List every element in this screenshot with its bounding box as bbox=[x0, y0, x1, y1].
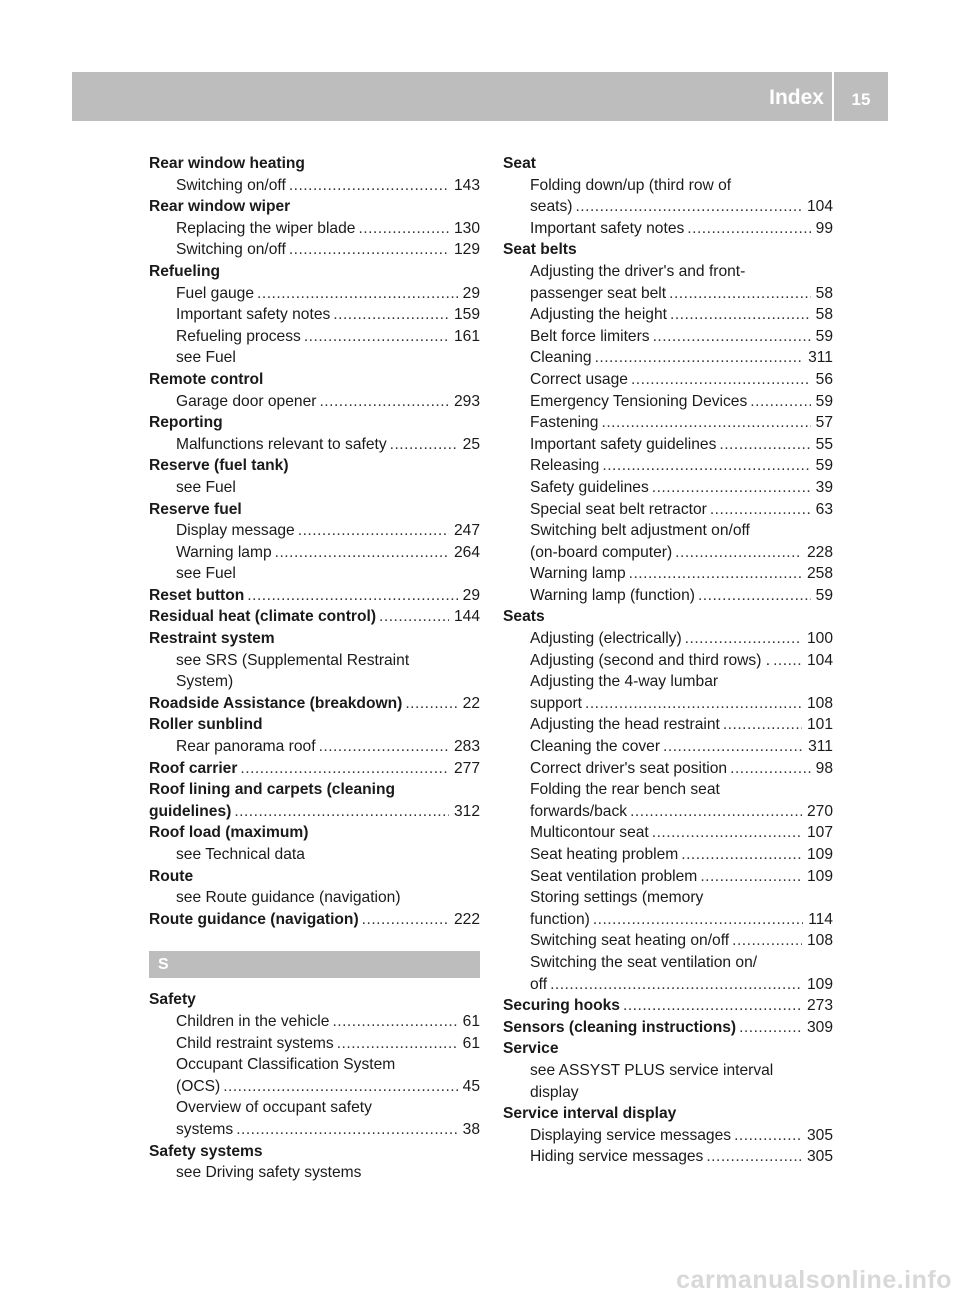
index-entry bbox=[503, 1038, 833, 1060]
index-subentry bbox=[149, 175, 480, 197]
entry-label: Route guidance (navigation) bbox=[149, 910, 359, 928]
page-reference[interactable]: 311 bbox=[808, 738, 833, 756]
index-entry bbox=[149, 412, 480, 434]
index-subentry bbox=[503, 693, 833, 715]
entry-label: Adjusting (second and third rows) . bbox=[530, 651, 771, 669]
index-entry bbox=[149, 153, 480, 175]
index-subentry bbox=[149, 542, 480, 564]
entry-label: see Fuel bbox=[176, 478, 236, 496]
leader-dots bbox=[319, 391, 449, 413]
index-subentry bbox=[503, 650, 833, 672]
index-subentry bbox=[503, 326, 833, 348]
entry-label: Seat bbox=[503, 155, 536, 172]
index-subentry bbox=[503, 304, 833, 326]
page-reference[interactable]: 38 bbox=[462, 1120, 480, 1138]
entry-label: Important safety notes bbox=[176, 306, 331, 324]
page-reference[interactable]: 61 bbox=[462, 1034, 480, 1052]
entry-label: Restraint system bbox=[149, 630, 275, 648]
entry-label: Refueling bbox=[149, 262, 221, 280]
entry-label: Children in the vehicle bbox=[176, 1012, 330, 1030]
entry-label: Seat belts bbox=[503, 241, 577, 259]
page-reference[interactable]: 311 bbox=[808, 349, 833, 367]
index-subentry bbox=[503, 930, 833, 952]
page-reference[interactable]: 45 bbox=[462, 1077, 480, 1095]
index-entry bbox=[503, 153, 833, 175]
index-subentry bbox=[503, 369, 833, 391]
index-subentry bbox=[503, 887, 833, 909]
entry-label: Warning lamp bbox=[530, 565, 626, 583]
entry-label: Refueling process bbox=[176, 327, 301, 345]
entry-label: Emergency Tensioning Devices bbox=[530, 392, 748, 410]
entry-label: Multicontour seat bbox=[530, 824, 649, 842]
index-subentry bbox=[149, 520, 480, 542]
page-reference[interactable]: 61 bbox=[462, 1012, 480, 1030]
entry-label: Switching the seat ventilation on/ bbox=[530, 953, 758, 971]
entry-label: Overview of occupant safety bbox=[176, 1099, 372, 1117]
leader-dots bbox=[732, 930, 802, 952]
leader-dots bbox=[593, 909, 803, 931]
page-reference[interactable]: 161 bbox=[453, 327, 480, 345]
entry-label: see Fuel bbox=[176, 565, 236, 583]
leader-dots bbox=[319, 736, 449, 758]
page-reference[interactable]: 144 bbox=[453, 608, 480, 626]
page-reference[interactable]: 99 bbox=[815, 219, 833, 237]
leader-dots bbox=[652, 822, 802, 844]
leader-dots bbox=[337, 1033, 458, 1055]
page-reference[interactable]: 109 bbox=[806, 846, 833, 863]
entry-label: see SRS (Supplemental Restraint bbox=[176, 651, 410, 669]
entry-label: Seat ventilation problem bbox=[530, 867, 698, 885]
index-subentry bbox=[149, 477, 480, 499]
index-subentry bbox=[503, 1146, 833, 1168]
index-subentry bbox=[149, 650, 480, 672]
entry-label: Sensors (cleaning instructions) bbox=[503, 1018, 737, 1036]
entry-label: Important safety notes bbox=[530, 219, 685, 237]
leader-dots bbox=[706, 1146, 802, 1168]
leader-dots bbox=[257, 283, 458, 305]
index-subentry bbox=[503, 1082, 833, 1104]
index-entry bbox=[149, 585, 480, 607]
entry-label: Service bbox=[503, 1040, 559, 1058]
leader-dots bbox=[236, 1119, 457, 1141]
index-entry bbox=[149, 499, 480, 521]
entry-label: Remote control bbox=[149, 370, 264, 388]
index-column-right bbox=[503, 153, 833, 1168]
leader-dots bbox=[223, 1076, 457, 1098]
entry-label: function) bbox=[530, 910, 590, 928]
leader-dots bbox=[631, 369, 811, 391]
entry-label: Roof load (maximum) bbox=[149, 824, 309, 842]
leader-dots bbox=[289, 239, 449, 261]
entry-label: Correct usage bbox=[530, 370, 628, 388]
entry-label: Adjusting the driver's and front- bbox=[530, 262, 746, 280]
index-subentry bbox=[503, 283, 833, 305]
index-subentry bbox=[503, 175, 833, 197]
page-reference[interactable]: 293 bbox=[453, 392, 480, 410]
leader-dots bbox=[739, 1017, 802, 1039]
leader-dots bbox=[240, 758, 449, 780]
page-reference[interactable]: 305 bbox=[806, 1148, 833, 1166]
entry-label: Releasing bbox=[530, 457, 600, 475]
entry-label: Seats bbox=[503, 608, 545, 626]
entry-label: Seat heating problem bbox=[530, 846, 679, 863]
entry-label: Storing settings (memory bbox=[530, 889, 704, 907]
page-reference[interactable]: 59 bbox=[815, 586, 833, 604]
page-reference[interactable]: 108 bbox=[806, 932, 833, 950]
leader-dots bbox=[681, 844, 802, 866]
leader-dots bbox=[698, 585, 811, 607]
leader-dots bbox=[675, 542, 802, 564]
index-entry bbox=[149, 866, 480, 888]
index-entry bbox=[149, 714, 480, 736]
page-reference[interactable]: 22 bbox=[462, 694, 480, 712]
index-subentry bbox=[503, 974, 833, 996]
index-entry bbox=[149, 693, 480, 715]
index-subentry bbox=[149, 844, 480, 866]
index-subentry bbox=[149, 1097, 480, 1119]
entry-label: Special seat belt retractor bbox=[530, 500, 707, 518]
entry-label: passenger seat belt bbox=[530, 284, 667, 302]
leader-dots bbox=[685, 628, 802, 650]
leader-dots bbox=[730, 758, 811, 780]
leader-dots bbox=[304, 326, 449, 348]
index-subentry bbox=[149, 1119, 480, 1141]
leader-dots bbox=[275, 542, 449, 564]
index-entry bbox=[149, 989, 480, 1011]
page-reference[interactable]: 273 bbox=[806, 997, 833, 1015]
entry-label: Child restraint systems bbox=[176, 1034, 334, 1052]
leader-dots bbox=[670, 304, 811, 326]
entry-label: (OCS) bbox=[176, 1077, 221, 1095]
page-reference[interactable]: 109 bbox=[806, 975, 833, 993]
leader-dots bbox=[629, 563, 802, 585]
index-subentry bbox=[149, 326, 480, 348]
page-reference[interactable]: 247 bbox=[453, 522, 480, 540]
entry-label: Fuel gauge bbox=[176, 284, 255, 302]
page-reference[interactable]: 277 bbox=[453, 759, 480, 777]
page-reference[interactable]: 100 bbox=[806, 630, 833, 648]
entry-label: Displaying service messages bbox=[530, 1126, 732, 1144]
leader-dots bbox=[630, 801, 802, 823]
page-reference[interactable]: 283 bbox=[453, 738, 480, 756]
index-subentry bbox=[149, 391, 480, 413]
page-reference[interactable]: 25 bbox=[462, 435, 480, 453]
index-subentry bbox=[503, 261, 833, 283]
index-subentry bbox=[503, 218, 833, 240]
leader-dots bbox=[773, 650, 802, 672]
index-subentry bbox=[149, 563, 480, 585]
leader-dots bbox=[652, 477, 811, 499]
entry-label: display bbox=[530, 1083, 579, 1101]
entry-label: Reporting bbox=[149, 414, 223, 432]
page-reference[interactable]: 56 bbox=[815, 370, 833, 388]
entry-label: forwards/back bbox=[530, 802, 628, 820]
index-entry bbox=[503, 995, 833, 1017]
page-reference[interactable]: 59 bbox=[815, 327, 833, 345]
page-reference[interactable]: 258 bbox=[806, 565, 833, 583]
leader-dots bbox=[663, 736, 803, 758]
entry-label: Fastening bbox=[530, 414, 599, 432]
entry-label: Reserve fuel bbox=[149, 500, 242, 518]
index-subentry bbox=[503, 779, 833, 801]
entry-label: Roof lining and carpets (cleaning bbox=[149, 781, 396, 799]
entry-label: Switching on/off bbox=[176, 241, 286, 259]
entry-label: Securing hooks bbox=[503, 997, 620, 1015]
page-reference[interactable]: 57 bbox=[815, 414, 833, 432]
index-subentry bbox=[503, 801, 833, 823]
section-heading: S bbox=[149, 951, 480, 978]
page-reference[interactable]: 98 bbox=[815, 759, 833, 777]
entry-label: Garage door opener bbox=[176, 392, 317, 410]
leader-dots bbox=[585, 693, 802, 715]
index-subentry bbox=[149, 434, 480, 456]
leader-dots bbox=[234, 801, 449, 823]
index-entry bbox=[149, 822, 480, 844]
page-reference[interactable]: 107 bbox=[806, 824, 833, 842]
page-reference[interactable]: 222 bbox=[453, 910, 480, 928]
index-entry bbox=[149, 628, 480, 650]
entry-label: see Technical data bbox=[176, 846, 305, 863]
index-subentry bbox=[149, 218, 480, 240]
index-subentry bbox=[503, 952, 833, 974]
entry-label: Switching seat heating on/off bbox=[530, 932, 730, 950]
index-entry bbox=[503, 1017, 833, 1039]
page-reference[interactable]: 104 bbox=[806, 651, 833, 669]
leader-dots bbox=[379, 606, 449, 628]
index-subentry bbox=[503, 628, 833, 650]
index-subentry bbox=[503, 196, 833, 218]
index-entry bbox=[149, 196, 480, 218]
page-title: Index bbox=[769, 86, 824, 109]
leader-dots bbox=[289, 175, 449, 197]
entry-label: Adjusting the head restraint bbox=[530, 716, 720, 734]
index-subentry bbox=[503, 563, 833, 585]
page-reference[interactable]: 143 bbox=[453, 176, 480, 194]
entry-label: Safety systems bbox=[149, 1142, 263, 1160]
index-entry bbox=[149, 758, 480, 780]
index-subentry bbox=[503, 758, 833, 780]
entry-label: seats) bbox=[530, 198, 573, 216]
leader-dots bbox=[719, 434, 810, 456]
leader-dots bbox=[601, 412, 810, 434]
entry-label: Route bbox=[149, 867, 194, 885]
page-reference[interactable]: 58 bbox=[815, 306, 833, 324]
index-subentry bbox=[503, 844, 833, 866]
index-subentry bbox=[503, 391, 833, 413]
page-reference[interactable]: 55 bbox=[815, 435, 833, 453]
page-reference[interactable]: 104 bbox=[806, 198, 833, 216]
page-number: 15 bbox=[834, 72, 888, 121]
leader-dots bbox=[298, 520, 449, 542]
entry-label: Warning lamp bbox=[176, 543, 272, 561]
index-subentry bbox=[503, 866, 833, 888]
page-reference[interactable]: 312 bbox=[453, 802, 480, 820]
entry-label: Malfunctions relevant to safety bbox=[176, 435, 387, 453]
index-subentry bbox=[503, 736, 833, 758]
index-subentry bbox=[503, 434, 833, 456]
page-reference[interactable]: 270 bbox=[806, 802, 833, 820]
index-entry bbox=[149, 779, 480, 801]
index-entry bbox=[503, 239, 833, 261]
index-subentry bbox=[503, 412, 833, 434]
index-subentry bbox=[503, 347, 833, 369]
leader-dots bbox=[700, 866, 802, 888]
entry-label: Switching belt adjustment on/off bbox=[530, 522, 750, 540]
leader-dots bbox=[653, 326, 811, 348]
index-entry bbox=[149, 606, 480, 628]
index-entry bbox=[503, 1103, 833, 1125]
leader-dots bbox=[669, 283, 811, 305]
page-reference[interactable]: 29 bbox=[462, 586, 480, 604]
entry-label: Display message bbox=[176, 522, 295, 540]
entry-label: Safety guidelines bbox=[530, 478, 649, 496]
entry-label: Replacing the wiper blade bbox=[176, 219, 356, 237]
leader-dots bbox=[595, 347, 804, 369]
leader-dots bbox=[623, 995, 802, 1017]
leader-dots bbox=[575, 196, 802, 218]
index-subentry bbox=[149, 1054, 480, 1076]
entry-label: off bbox=[530, 975, 548, 993]
page-reference[interactable]: 39 bbox=[815, 478, 833, 496]
leader-dots bbox=[734, 1125, 802, 1147]
index-subentry bbox=[503, 542, 833, 564]
entry-label: Occupant Classification System bbox=[176, 1056, 396, 1074]
entry-label: Residual heat (climate control) bbox=[149, 608, 377, 626]
page-reference[interactable]: 108 bbox=[806, 694, 833, 712]
index-subentry bbox=[503, 477, 833, 499]
index-entry bbox=[149, 801, 480, 823]
leader-dots bbox=[710, 499, 811, 521]
page-reference[interactable]: 129 bbox=[453, 241, 480, 259]
page-reference[interactable]: 305 bbox=[806, 1126, 833, 1144]
page-reference[interactable]: 59 bbox=[815, 457, 833, 475]
page-reference[interactable]: 29 bbox=[462, 284, 480, 302]
entry-label: Safety bbox=[149, 991, 196, 1009]
index-subentry bbox=[503, 499, 833, 521]
index-subentry bbox=[149, 887, 480, 909]
entry-label: Rear panorama roof bbox=[176, 738, 316, 756]
leader-dots bbox=[687, 218, 810, 240]
leader-dots bbox=[332, 1011, 457, 1033]
entry-label: Cleaning bbox=[530, 349, 592, 367]
entry-label: Roadside Assistance (breakdown) bbox=[149, 694, 403, 712]
index-subentry bbox=[149, 1011, 480, 1033]
index-subentry bbox=[149, 304, 480, 326]
entry-label: Belt force limiters bbox=[530, 327, 650, 345]
page-reference[interactable]: 63 bbox=[815, 500, 833, 518]
entry-label: Folding the rear bench seat bbox=[530, 781, 720, 799]
leader-dots bbox=[362, 909, 449, 931]
index-subentry bbox=[503, 671, 833, 693]
page-reference[interactable]: 228 bbox=[806, 543, 833, 561]
entry-label: Warning lamp (function) bbox=[530, 586, 695, 604]
page-reference[interactable]: 130 bbox=[453, 219, 480, 237]
index-entry bbox=[503, 606, 833, 628]
entry-label: Important safety guidelines bbox=[530, 435, 717, 453]
index-subentry bbox=[503, 822, 833, 844]
entry-label: Roller sunblind bbox=[149, 716, 263, 734]
leader-dots bbox=[390, 434, 458, 456]
leader-dots bbox=[405, 693, 457, 715]
leader-dots bbox=[602, 455, 810, 477]
entry-label: see Fuel bbox=[176, 349, 236, 367]
index-column-left bbox=[149, 153, 480, 1184]
index-subentry bbox=[149, 1162, 480, 1184]
entry-label: systems bbox=[176, 1120, 234, 1138]
leader-dots bbox=[247, 585, 457, 607]
index-subentry bbox=[149, 283, 480, 305]
entry-label: support bbox=[530, 694, 583, 712]
index-subentry bbox=[149, 1076, 480, 1098]
entry-label: see Driving safety systems bbox=[176, 1164, 362, 1182]
entry-label: System) bbox=[176, 673, 234, 691]
entry-label: (on-board computer) bbox=[530, 543, 673, 561]
page-reference[interactable]: 59 bbox=[815, 392, 833, 410]
watermark: carmanualsonline.info bbox=[676, 1266, 952, 1294]
entry-label: Hiding service messages bbox=[530, 1148, 704, 1166]
entry-label: see Route guidance (navigation) bbox=[176, 889, 401, 907]
page-reference[interactable]: 264 bbox=[453, 543, 480, 561]
index-subentry bbox=[503, 585, 833, 607]
index-subentry bbox=[503, 455, 833, 477]
index-subentry bbox=[149, 347, 480, 369]
index-entry bbox=[149, 1141, 480, 1163]
index-subentry bbox=[149, 671, 480, 693]
entry-label: Switching on/off bbox=[176, 176, 286, 194]
index-entry bbox=[149, 369, 480, 391]
leader-dots bbox=[358, 218, 449, 240]
page-reference[interactable]: 109 bbox=[806, 867, 833, 885]
page-reference[interactable]: 309 bbox=[806, 1018, 833, 1036]
leader-dots bbox=[750, 391, 810, 413]
page-reference[interactable]: 159 bbox=[453, 306, 480, 324]
page-reference[interactable]: 58 bbox=[815, 284, 833, 302]
entry-label: guidelines) bbox=[149, 802, 232, 820]
leader-dots bbox=[333, 304, 449, 326]
entry-label: Correct driver's seat position bbox=[530, 759, 728, 777]
entry-label: Rear window wiper bbox=[149, 198, 291, 216]
entry-label: Reset button bbox=[149, 586, 245, 604]
entry-label: Adjusting the height bbox=[530, 306, 667, 324]
index-subentry bbox=[503, 714, 833, 736]
index-subentry bbox=[149, 1033, 480, 1055]
entry-label: Reserve (fuel tank) bbox=[149, 457, 289, 475]
index-subentry bbox=[149, 736, 480, 758]
page-reference[interactable]: 101 bbox=[806, 716, 833, 734]
entry-label: Folding down/up (third row of bbox=[530, 176, 732, 194]
index-subentry bbox=[503, 1060, 833, 1082]
index-entry bbox=[149, 455, 480, 477]
entry-label: see ASSYST PLUS service interval bbox=[530, 1061, 774, 1079]
entry-label: Roof carrier bbox=[149, 759, 238, 777]
index-subentry bbox=[503, 520, 833, 542]
index-entry bbox=[149, 261, 480, 283]
entry-label: Service interval display bbox=[503, 1105, 677, 1123]
entry-label: Rear window heating bbox=[149, 155, 305, 172]
entry-label: Adjusting (electrically) bbox=[530, 630, 682, 648]
index-subentry bbox=[149, 239, 480, 261]
page-reference[interactable]: 114 bbox=[808, 910, 833, 928]
entry-label: Cleaning the cover bbox=[530, 738, 661, 756]
entry-label: Adjusting the 4-way lumbar bbox=[530, 673, 719, 691]
index-subentry bbox=[503, 909, 833, 931]
index-subentry bbox=[503, 1125, 833, 1147]
leader-dots bbox=[550, 974, 802, 996]
index-entry bbox=[149, 909, 480, 931]
leader-dots bbox=[723, 714, 802, 736]
